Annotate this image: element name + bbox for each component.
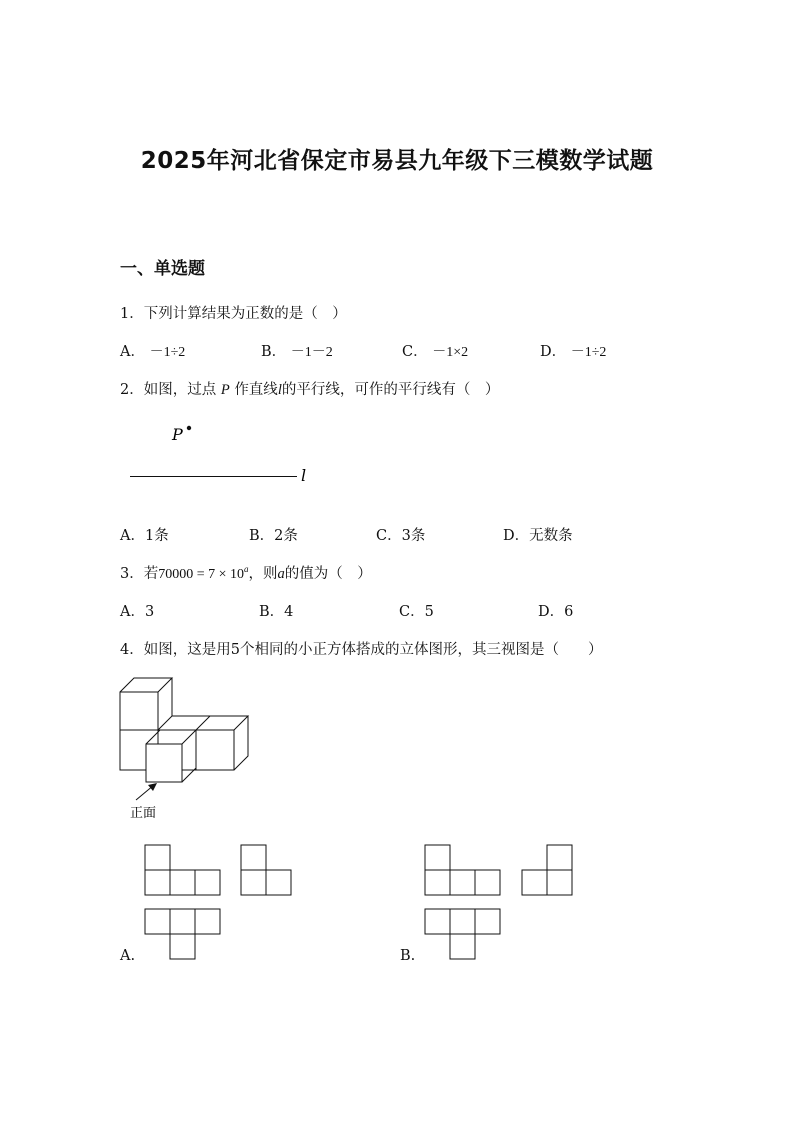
option-label: A． — [120, 528, 145, 544]
option-text: 6 — [564, 604, 574, 620]
option-label: A． — [120, 344, 145, 360]
q3-option-a[interactable] — [120, 600, 154, 621]
point-p-label: P — [172, 425, 183, 444]
option-label: B． — [259, 604, 285, 620]
section-heading: 一、单选题 — [120, 259, 205, 279]
option-expr: －1÷2 — [570, 345, 607, 360]
option-label: D． — [540, 344, 567, 360]
option-text: 无数条 — [529, 528, 573, 544]
q1-option-b[interactable] — [261, 340, 333, 361]
option-text: 2条 — [274, 528, 298, 544]
option-label: B． — [261, 344, 287, 360]
q4-option-a-views — [140, 840, 300, 965]
q4-solid-figure — [110, 672, 270, 827]
option-text: 3条 — [401, 528, 426, 544]
question-3-stem: 3．若$70000 = 7 \times 10^a$，则a的值为（ ） — [120, 564, 372, 582]
page-title: 2025年河北省保定市易县九年级下三模数学试题 — [140, 148, 654, 174]
option-label: C． — [376, 528, 402, 544]
q2-figure — [120, 415, 320, 495]
option-label: C． — [399, 604, 425, 620]
point-p — [187, 426, 191, 430]
line-l-label: l — [301, 466, 307, 485]
question-1-stem: 1．下列计算结果为正数的是（ ） — [120, 306, 347, 322]
front-arrow-head — [148, 783, 157, 791]
q1-option-d[interactable] — [540, 340, 606, 361]
option-label: A． — [120, 604, 145, 620]
question-4-stem: 4．如图，这是用5个相同的小正方体搭成的立体图形，其三视图是（ ） — [120, 642, 603, 658]
question-2-stem: 2．如图，过点 P 作直线l的平行线，可作的平行线有（ ） — [120, 382, 500, 398]
q3-option-d[interactable] — [538, 600, 573, 621]
option-text: 5 — [424, 604, 434, 620]
q4-option-a[interactable]: A. — [120, 948, 136, 964]
option-label: D． — [503, 528, 530, 544]
q1-option-c[interactable] — [402, 340, 468, 361]
option-expr: －1÷2 — [149, 345, 186, 360]
q4-option-b-views — [420, 840, 580, 965]
front-label: 正面 — [130, 806, 157, 821]
q3-option-c[interactable] — [399, 600, 434, 621]
option-text: 1条 — [144, 528, 169, 544]
q2-option-c[interactable] — [376, 524, 425, 545]
option-label: B． — [249, 528, 275, 544]
q2-option-a[interactable] — [120, 524, 169, 545]
option-label: D． — [538, 604, 565, 620]
option-expr: －1－2 — [290, 345, 333, 360]
option-label: C． — [402, 344, 428, 360]
q2-option-b[interactable] — [249, 524, 298, 545]
option-expr: －1×2 — [432, 345, 469, 360]
q3-option-b[interactable] — [259, 600, 293, 621]
q4-option-b[interactable]: B. — [400, 948, 416, 964]
q1-option-a[interactable] — [120, 340, 185, 361]
option-text: 3 — [144, 604, 155, 620]
q2-option-d[interactable] — [503, 524, 573, 545]
option-text: 4 — [284, 604, 294, 620]
